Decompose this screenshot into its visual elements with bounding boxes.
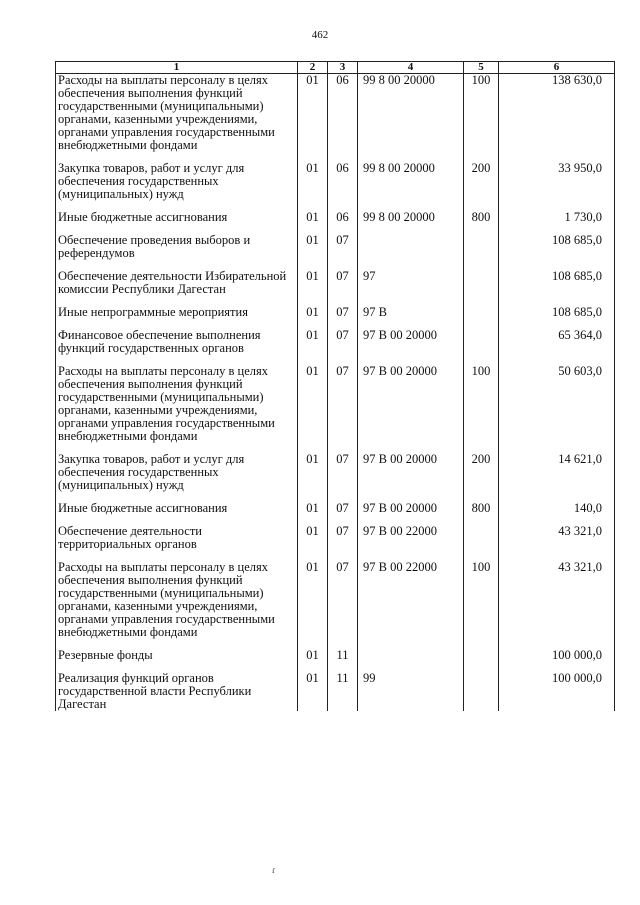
row-name-cell: Иные бюджетные ассигнования bbox=[56, 211, 298, 224]
row-name-cell: Расходы на выплаты персоналу в целях обеспечения выполнения функций государственными (муниципальными) органами, казенными учреждениями, органами управления государственными внебюджетными фондами bbox=[56, 365, 298, 443]
row-section-cell: 01 bbox=[298, 162, 328, 201]
row-target-article-cell: 99 8 00 20000 bbox=[358, 162, 464, 201]
row-expense-type-cell: 100 bbox=[464, 561, 499, 639]
row-subsection-cell: 11 bbox=[328, 649, 358, 662]
row-subsection-cell: 07 bbox=[328, 453, 358, 492]
table-row bbox=[56, 561, 615, 639]
row-section-cell: 01 bbox=[298, 306, 328, 319]
row-section-cell: 01 bbox=[298, 525, 328, 551]
table-row bbox=[56, 453, 615, 492]
spacer-cell bbox=[464, 319, 499, 329]
row-expense-type-cell bbox=[464, 672, 499, 711]
table-row bbox=[56, 306, 615, 319]
row-subsection-cell: 07 bbox=[328, 234, 358, 260]
row-expense-type-cell: 100 bbox=[464, 74, 499, 153]
row-expense-type-cell bbox=[464, 525, 499, 551]
row-amount-cell: 108 685,0 bbox=[499, 234, 615, 260]
row-name-cell: Реализация функций органов государственной власти Республики Дагестан bbox=[56, 672, 298, 711]
row-section-cell: 01 bbox=[298, 329, 328, 355]
header-col-4: 4 bbox=[358, 62, 464, 74]
row-subsection-cell: 07 bbox=[328, 270, 358, 296]
row-amount-cell: 1 730,0 bbox=[499, 211, 615, 224]
table-row bbox=[56, 649, 615, 662]
row-name-cell: Резервные фонды bbox=[56, 649, 298, 662]
row-expense-type-cell: 800 bbox=[464, 211, 499, 224]
spacer-cell bbox=[358, 224, 464, 234]
spacer-cell bbox=[464, 662, 499, 672]
row-section-cell: 01 bbox=[298, 649, 328, 662]
header-col-6: 6 bbox=[499, 62, 615, 74]
spacer-cell bbox=[464, 515, 499, 525]
row-name-cell: Обеспечение проведения выборов и референдумов bbox=[56, 234, 298, 260]
row-section-cell: 01 bbox=[298, 74, 328, 153]
row-name-cell: Расходы на выплаты персоналу в целях обеспечения выполнения функций государственными (муниципальными) органами, казенными учреждениями, органами управления государственными внебюджетными фондами bbox=[56, 74, 298, 153]
table-row bbox=[56, 329, 615, 355]
row-name-cell: Иные непрограммные мероприятия bbox=[56, 306, 298, 319]
row-amount-cell: 140,0 bbox=[499, 502, 615, 515]
table-row bbox=[56, 234, 615, 260]
row-name-cell: Закупка товаров, работ и услуг для обеспечения государственных (муниципальных) нужд bbox=[56, 162, 298, 201]
row-subsection-cell: 07 bbox=[328, 525, 358, 551]
row-section-cell: 01 bbox=[298, 270, 328, 296]
table-body bbox=[56, 74, 615, 712]
row-name-cell: Обеспечение деятельности Избирательной комиссии Республики Дагестан bbox=[56, 270, 298, 296]
scan-mark: ɾ bbox=[272, 865, 276, 876]
row-target-article-cell bbox=[358, 649, 464, 662]
row-target-article-cell: 97 В 00 22000 bbox=[358, 561, 464, 639]
row-expense-type-cell bbox=[464, 649, 499, 662]
table-header-row bbox=[56, 62, 615, 74]
header-col-5: 5 bbox=[464, 62, 499, 74]
row-amount-cell: 100 000,0 bbox=[499, 649, 615, 662]
spacer-cell bbox=[464, 260, 499, 270]
row-target-article-cell: 97 В 00 22000 bbox=[358, 525, 464, 551]
row-section-cell: 01 bbox=[298, 234, 328, 260]
row-name-cell: Финансовое обеспечение выполнения функций государственных органов bbox=[56, 329, 298, 355]
row-expense-type-cell: 100 bbox=[464, 365, 499, 443]
spacer-cell bbox=[358, 639, 464, 649]
row-subsection-cell: 07 bbox=[328, 306, 358, 319]
row-target-article-cell bbox=[358, 234, 464, 260]
row-subsection-cell: 07 bbox=[328, 502, 358, 515]
row-subsection-cell: 07 bbox=[328, 329, 358, 355]
row-section-cell: 01 bbox=[298, 453, 328, 492]
row-section-cell: 01 bbox=[298, 211, 328, 224]
row-target-article-cell: 97 В 00 20000 bbox=[358, 329, 464, 355]
table-row bbox=[56, 672, 615, 711]
spacer-cell bbox=[464, 296, 499, 306]
row-amount-cell: 65 364,0 bbox=[499, 329, 615, 355]
row-target-article-cell: 97 В bbox=[358, 306, 464, 319]
row-expense-type-cell bbox=[464, 306, 499, 319]
row-target-article-cell: 97 bbox=[358, 270, 464, 296]
row-target-article-cell: 99 8 00 20000 bbox=[358, 211, 464, 224]
row-subsection-cell: 07 bbox=[328, 365, 358, 443]
row-name-cell: Расходы на выплаты персоналу в целях обеспечения выполнения функций государственными (муниципальными) органами, казенными учреждениями, органами управления государственными внебюджетными фондами bbox=[56, 561, 298, 639]
row-expense-type-cell bbox=[464, 234, 499, 260]
row-expense-type-cell bbox=[464, 329, 499, 355]
header-col-3: 3 bbox=[328, 62, 358, 74]
row-target-article-cell: 97 В 00 20000 bbox=[358, 365, 464, 443]
row-expense-type-cell: 200 bbox=[464, 162, 499, 201]
row-expense-type-cell bbox=[464, 270, 499, 296]
row-amount-cell: 50 603,0 bbox=[499, 365, 615, 443]
row-section-cell: 01 bbox=[298, 672, 328, 711]
table-row bbox=[56, 365, 615, 443]
table-row bbox=[56, 525, 615, 551]
row-subsection-cell: 06 bbox=[328, 162, 358, 201]
row-expense-type-cell: 800 bbox=[464, 502, 499, 515]
row-subsection-cell: 07 bbox=[328, 561, 358, 639]
table-row bbox=[56, 74, 615, 153]
header-col-2: 2 bbox=[298, 62, 328, 74]
row-amount-cell: 108 685,0 bbox=[499, 306, 615, 319]
row-section-cell: 01 bbox=[298, 365, 328, 443]
table-row bbox=[56, 162, 615, 201]
row-amount-cell: 138 630,0 bbox=[499, 74, 615, 153]
row-target-article-cell: 99 8 00 20000 bbox=[358, 74, 464, 153]
row-amount-cell: 33 950,0 bbox=[499, 162, 615, 201]
row-target-article-cell: 99 bbox=[358, 672, 464, 711]
spacer-cell bbox=[464, 224, 499, 234]
row-subsection-cell: 06 bbox=[328, 211, 358, 224]
row-subsection-cell: 06 bbox=[328, 74, 358, 153]
row-name-cell: Закупка товаров, работ и услуг для обеспечения государственных (муниципальных) нужд bbox=[56, 453, 298, 492]
row-name-cell: Обеспечение деятельности территориальных органов bbox=[56, 525, 298, 551]
row-section-cell: 01 bbox=[298, 561, 328, 639]
row-amount-cell: 43 321,0 bbox=[499, 561, 615, 639]
header-col-1: 1 bbox=[56, 62, 298, 74]
row-expense-type-cell: 200 bbox=[464, 453, 499, 492]
table-row bbox=[56, 211, 615, 224]
row-section-cell: 01 bbox=[298, 502, 328, 515]
row-target-article-cell: 97 В 00 20000 bbox=[358, 453, 464, 492]
row-amount-cell: 108 685,0 bbox=[499, 270, 615, 296]
row-amount-cell: 14 621,0 bbox=[499, 453, 615, 492]
row-subsection-cell: 11 bbox=[328, 672, 358, 711]
row-amount-cell: 43 321,0 bbox=[499, 525, 615, 551]
table-row bbox=[56, 270, 615, 296]
table-header bbox=[56, 62, 615, 74]
row-name-cell: Иные бюджетные ассигнования bbox=[56, 502, 298, 515]
page-number: 462 bbox=[311, 29, 329, 41]
budget-table bbox=[55, 61, 615, 711]
spacer-cell bbox=[464, 639, 499, 649]
table-row bbox=[56, 502, 615, 515]
row-amount-cell: 100 000,0 bbox=[499, 672, 615, 711]
row-target-article-cell: 97 В 00 20000 bbox=[358, 502, 464, 515]
